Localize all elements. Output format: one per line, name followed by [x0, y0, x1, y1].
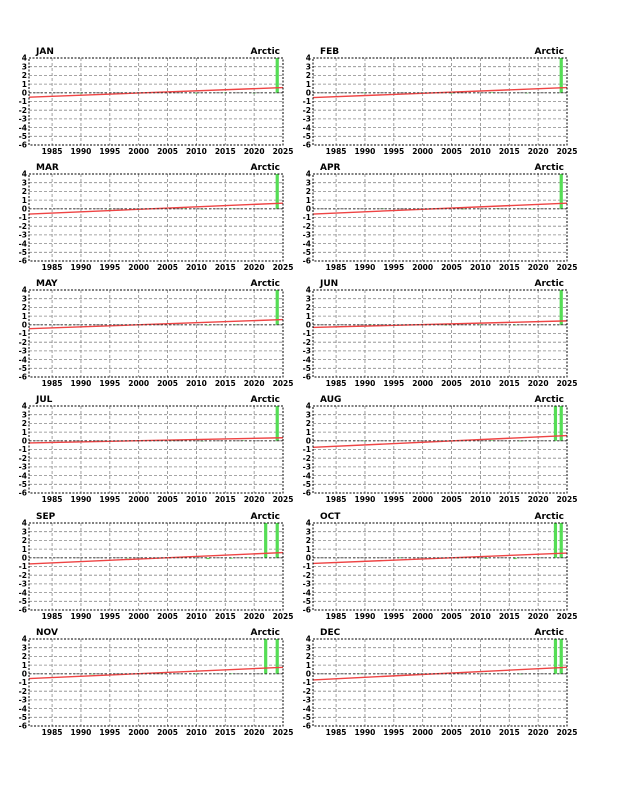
x-tick-label: 2010: [469, 263, 491, 272]
x-tick-label: 2025: [556, 379, 578, 388]
x-tick-label: 1990: [70, 147, 92, 156]
y-tick-label: -4: [302, 239, 311, 249]
y-tick-label: 1: [305, 79, 311, 89]
y-tick-label: -5: [302, 248, 311, 257]
x-tick-label: 2015: [498, 495, 520, 504]
panel-feb: [303, 47, 578, 156]
y-tick-label: -3: [18, 230, 27, 240]
region-label: Arctic: [250, 163, 280, 173]
x-tick-label: 1995: [99, 379, 121, 388]
panel-aug: [303, 395, 578, 504]
x-tick-label: 2015: [498, 379, 520, 388]
x-tick-label: 2020: [243, 263, 265, 272]
y-tick-label: 0: [21, 204, 27, 214]
x-tick-label: 2025: [272, 612, 294, 621]
y-tick-label: 2: [21, 71, 27, 81]
x-tick-label: 2010: [469, 379, 491, 388]
y-tick-label: -2: [302, 453, 311, 463]
y-tick-label: -1: [302, 562, 311, 572]
y-tick-label: 0: [21, 88, 27, 98]
y-tick-label: -6: [18, 372, 27, 382]
panel-mar: [19, 163, 294, 272]
panel-oct: [303, 512, 578, 621]
x-tick-label: 1985: [41, 263, 63, 272]
y-tick-label: -5: [302, 597, 311, 606]
x-tick-label: 2020: [243, 379, 265, 388]
y-tick-label: -5: [302, 364, 311, 373]
month-title: JUL: [36, 395, 53, 405]
y-tick-label: -5: [18, 480, 27, 489]
y-tick-label: -4: [18, 704, 27, 714]
panel-jan: [19, 47, 294, 156]
y-tick-label: 1: [21, 427, 27, 437]
y-tick-label: 3: [305, 294, 311, 304]
x-tick-label: 2025: [272, 495, 294, 504]
x-tick-label: 2015: [498, 147, 520, 156]
month-title: AUG: [320, 395, 342, 405]
y-tick-label: 1: [21, 544, 27, 554]
y-tick-label: -1: [302, 213, 311, 223]
y-tick-label: 2: [21, 419, 27, 429]
x-tick-label: 2025: [272, 263, 294, 272]
y-tick-label: 2: [21, 187, 27, 197]
y-tick-label: 3: [305, 62, 311, 72]
x-tick-label: 1995: [99, 147, 121, 156]
y-tick-label: -5: [18, 132, 27, 141]
x-tick-label: 2000: [128, 379, 150, 388]
x-tick-label: 2005: [441, 147, 462, 156]
x-tick-label: 2000: [412, 495, 434, 504]
y-tick-label: -1: [18, 97, 27, 107]
y-tick-label: 0: [305, 88, 311, 98]
y-tick-label: 4: [305, 401, 311, 411]
x-tick-label: 2015: [214, 263, 236, 272]
anomaly-bar: [276, 639, 279, 674]
panel-jul: [19, 395, 294, 504]
x-tick-label: 2010: [185, 612, 207, 621]
region-label: Arctic: [250, 279, 280, 289]
x-tick-label: 1985: [325, 147, 347, 156]
region-label: Arctic: [250, 512, 280, 522]
x-tick-label: 2010: [185, 495, 207, 504]
trend-line: [313, 436, 567, 448]
x-tick-label: 2015: [214, 612, 236, 621]
y-tick-label: 2: [21, 303, 27, 313]
trend-line: [29, 553, 283, 564]
y-tick-label: 0: [21, 320, 27, 330]
y-tick-label: 1: [305, 660, 311, 670]
month-title: MAR: [36, 163, 59, 173]
y-tick-label: -6: [302, 721, 311, 731]
x-tick-label: 2020: [527, 147, 549, 156]
y-tick-label: 3: [21, 62, 27, 72]
x-tick-label: 1985: [41, 612, 63, 621]
x-tick-label: 2000: [412, 379, 434, 388]
x-tick-label: 1985: [325, 495, 347, 504]
x-tick-label: 1995: [99, 495, 121, 504]
x-tick-label: 2025: [556, 263, 578, 272]
y-tick-label: 4: [21, 285, 27, 295]
y-tick-label: -3: [302, 114, 311, 124]
x-tick-label: 2000: [412, 147, 434, 156]
y-tick-label: -4: [302, 588, 311, 598]
y-tick-label: 4: [305, 518, 311, 528]
x-tick-label: 1990: [70, 263, 92, 272]
region-label: Arctic: [534, 628, 564, 638]
x-tick-label: 2005: [157, 495, 178, 504]
anomaly-bar: [554, 523, 557, 558]
x-tick-label: 2020: [243, 728, 265, 737]
y-tick-label: 1: [305, 195, 311, 205]
x-tick-label: 2025: [556, 147, 578, 156]
y-tick-label: -3: [18, 346, 27, 356]
month-title: MAY: [36, 279, 58, 289]
y-tick-label: -5: [18, 713, 27, 722]
x-tick-label: 2000: [128, 263, 150, 272]
month-title: NOV: [36, 628, 58, 638]
x-tick-label: 2025: [272, 379, 294, 388]
panel-may: [19, 279, 294, 388]
x-tick-label: 2025: [272, 728, 294, 737]
x-tick-label: 1995: [383, 495, 405, 504]
y-tick-label: 2: [305, 303, 311, 313]
y-tick-label: -4: [302, 704, 311, 714]
x-tick-label: 1990: [70, 495, 92, 504]
month-title: DEC: [320, 628, 341, 638]
region-label: Arctic: [250, 395, 280, 405]
anomaly-bar: [560, 290, 563, 325]
x-tick-label: 1985: [325, 728, 347, 737]
x-tick-label: 2015: [214, 147, 236, 156]
x-tick-label: 2015: [498, 263, 520, 272]
y-tick-label: -1: [18, 562, 27, 572]
y-tick-label: -1: [302, 678, 311, 688]
x-tick-label: 2015: [214, 379, 236, 388]
month-title: FEB: [320, 47, 340, 57]
y-tick-label: 3: [305, 410, 311, 420]
y-tick-label: 2: [305, 71, 311, 81]
x-tick-label: 1990: [354, 147, 376, 156]
region-label: Arctic: [534, 279, 564, 289]
y-tick-label: -5: [302, 713, 311, 722]
x-tick-label: 2025: [272, 147, 294, 156]
y-tick-label: -6: [302, 605, 311, 615]
y-tick-label: -6: [18, 488, 27, 498]
y-tick-label: 1: [21, 79, 27, 89]
y-tick-label: -2: [302, 337, 311, 347]
y-tick-label: -3: [302, 346, 311, 356]
y-tick-label: -3: [18, 695, 27, 705]
y-tick-label: 2: [21, 536, 27, 546]
y-tick-label: -4: [18, 239, 27, 249]
x-tick-label: 2005: [441, 612, 462, 621]
x-tick-label: 2000: [412, 728, 434, 737]
y-tick-label: -6: [302, 372, 311, 382]
month-title: APR: [320, 163, 341, 173]
y-tick-label: -1: [302, 329, 311, 339]
y-tick-label: 4: [305, 634, 311, 644]
y-tick-label: -3: [18, 462, 27, 472]
x-tick-label: 2015: [214, 495, 236, 504]
y-tick-label: -5: [18, 597, 27, 606]
y-tick-label: 4: [21, 634, 27, 644]
y-tick-label: 3: [21, 527, 27, 537]
y-tick-label: -2: [302, 686, 311, 696]
x-tick-label: 2005: [157, 379, 178, 388]
y-tick-label: 0: [21, 669, 27, 679]
x-tick-label: 2015: [214, 728, 236, 737]
region-label: Arctic: [534, 47, 564, 57]
x-tick-label: 2005: [441, 495, 462, 504]
month-title: OCT: [320, 512, 341, 522]
y-tick-label: -6: [302, 488, 311, 498]
x-tick-label: 2010: [469, 612, 491, 621]
y-tick-label: -4: [18, 471, 27, 481]
y-tick-label: 4: [21, 518, 27, 528]
y-tick-label: -4: [302, 471, 311, 481]
y-tick-label: -5: [302, 132, 311, 141]
x-tick-label: 1990: [354, 379, 376, 388]
y-tick-label: 0: [305, 204, 311, 214]
x-tick-label: 2010: [185, 728, 207, 737]
x-tick-label: 2020: [243, 612, 265, 621]
x-tick-label: 2015: [498, 728, 520, 737]
y-tick-label: -4: [302, 123, 311, 133]
anomaly-bar: [276, 406, 279, 441]
y-tick-label: 0: [21, 553, 27, 563]
x-tick-label: 2000: [412, 612, 434, 621]
trend-line: [29, 320, 283, 329]
x-tick-label: 2000: [412, 263, 434, 272]
y-tick-label: -2: [302, 221, 311, 231]
y-tick-label: 1: [305, 544, 311, 554]
x-tick-label: 2010: [469, 728, 491, 737]
trend-line: [313, 321, 567, 328]
y-tick-label: -5: [18, 248, 27, 257]
x-tick-label: 2010: [185, 379, 207, 388]
panel-nov: [19, 628, 294, 737]
anomaly-bar: [264, 523, 267, 558]
y-tick-label: -3: [302, 462, 311, 472]
y-tick-label: -1: [302, 445, 311, 455]
panel-jun: [303, 279, 578, 388]
panel-dec: [303, 628, 578, 737]
month-title: SEP: [36, 512, 56, 522]
x-tick-label: 1985: [325, 379, 347, 388]
y-tick-label: -5: [302, 480, 311, 489]
x-tick-label: 1990: [70, 612, 92, 621]
panel-sep: [19, 512, 294, 621]
x-tick-label: 2020: [243, 147, 265, 156]
y-tick-label: 3: [21, 178, 27, 188]
y-tick-label: 1: [21, 660, 27, 670]
y-tick-label: -6: [18, 721, 27, 731]
x-tick-label: 1990: [70, 728, 92, 737]
region-label: Arctic: [534, 512, 564, 522]
y-tick-label: 4: [21, 53, 27, 63]
x-tick-label: 2000: [128, 495, 150, 504]
x-tick-label: 1995: [383, 147, 405, 156]
x-tick-label: 2010: [469, 495, 491, 504]
region-label: Arctic: [534, 395, 564, 405]
y-tick-label: -4: [18, 588, 27, 598]
x-tick-label: 1990: [354, 263, 376, 272]
x-tick-label: 2010: [469, 147, 491, 156]
x-tick-label: 2020: [527, 263, 549, 272]
y-tick-label: -3: [302, 695, 311, 705]
month-title: JUN: [320, 279, 339, 289]
x-tick-label: 1990: [354, 612, 376, 621]
y-tick-label: -3: [18, 579, 27, 589]
y-tick-label: 3: [21, 643, 27, 653]
y-tick-label: -1: [18, 329, 27, 339]
y-tick-label: 2: [305, 536, 311, 546]
y-tick-label: -4: [18, 123, 27, 133]
y-tick-label: -3: [302, 230, 311, 240]
y-tick-label: 3: [21, 294, 27, 304]
y-tick-label: 0: [305, 669, 311, 679]
y-tick-label: -4: [302, 355, 311, 365]
y-tick-label: 0: [305, 320, 311, 330]
y-tick-label: -2: [302, 570, 311, 580]
y-tick-label: 2: [21, 652, 27, 662]
x-tick-label: 1985: [41, 728, 63, 737]
y-tick-label: 0: [21, 436, 27, 446]
y-tick-label: 0: [305, 553, 311, 563]
x-tick-label: 2015: [498, 612, 520, 621]
y-tick-label: -6: [18, 140, 27, 150]
x-tick-label: 1995: [383, 612, 405, 621]
x-tick-label: 2010: [185, 263, 207, 272]
y-tick-label: 4: [21, 401, 27, 411]
x-tick-label: 2020: [527, 612, 549, 621]
trend-line: [313, 553, 567, 563]
y-tick-label: -2: [18, 453, 27, 463]
x-tick-label: 1995: [383, 379, 405, 388]
y-tick-label: 4: [305, 169, 311, 179]
x-tick-label: 1985: [325, 612, 347, 621]
y-tick-label: -4: [18, 355, 27, 365]
region-label: Arctic: [250, 628, 280, 638]
x-tick-label: 1985: [325, 263, 347, 272]
y-tick-label: -1: [302, 97, 311, 107]
y-tick-label: -3: [18, 114, 27, 124]
x-tick-label: 2025: [556, 728, 578, 737]
y-tick-label: -6: [302, 140, 311, 150]
y-tick-label: -5: [18, 364, 27, 373]
x-tick-label: 1985: [41, 147, 63, 156]
x-tick-label: 2010: [185, 147, 207, 156]
x-tick-label: 1995: [99, 263, 121, 272]
y-tick-label: -1: [18, 213, 27, 223]
y-tick-label: 4: [305, 285, 311, 295]
y-tick-label: 1: [305, 427, 311, 437]
y-tick-label: -1: [18, 445, 27, 455]
y-tick-label: 3: [305, 178, 311, 188]
y-tick-label: -6: [18, 605, 27, 615]
y-tick-label: -1: [18, 678, 27, 688]
x-tick-label: 1990: [354, 728, 376, 737]
panel-apr: [303, 163, 578, 272]
x-tick-label: 2005: [441, 728, 462, 737]
y-tick-label: 3: [21, 410, 27, 420]
x-tick-label: 1995: [99, 728, 121, 737]
y-tick-label: 4: [21, 169, 27, 179]
y-tick-label: 2: [305, 652, 311, 662]
x-tick-label: 1990: [354, 495, 376, 504]
x-tick-label: 2000: [128, 728, 150, 737]
x-tick-label: 2005: [157, 147, 178, 156]
y-tick-label: -6: [18, 256, 27, 266]
y-tick-label: 1: [21, 311, 27, 321]
x-tick-label: 1985: [41, 495, 63, 504]
region-label: Arctic: [534, 163, 564, 173]
x-tick-label: 2005: [157, 728, 178, 737]
y-tick-label: 1: [21, 195, 27, 205]
y-tick-label: -2: [18, 221, 27, 231]
x-tick-label: 2025: [556, 495, 578, 504]
month-title: JAN: [36, 47, 54, 57]
region-label: Arctic: [250, 47, 280, 57]
x-tick-label: 1985: [41, 379, 63, 388]
trend-line: [29, 88, 283, 98]
x-tick-label: 2025: [556, 612, 578, 621]
y-tick-label: 0: [305, 436, 311, 446]
x-tick-label: 2020: [243, 495, 265, 504]
y-tick-label: 3: [305, 527, 311, 537]
x-tick-label: 2020: [527, 728, 549, 737]
trend-line: [29, 667, 283, 678]
y-tick-label: -2: [18, 686, 27, 696]
x-tick-label: 1990: [70, 379, 92, 388]
x-tick-label: 2020: [527, 495, 549, 504]
y-tick-label: 3: [305, 643, 311, 653]
x-tick-label: 2020: [527, 379, 549, 388]
x-tick-label: 2005: [157, 263, 178, 272]
x-tick-label: 2005: [441, 263, 462, 272]
y-tick-label: -3: [302, 579, 311, 589]
y-tick-label: -2: [18, 570, 27, 580]
y-tick-label: 4: [305, 53, 311, 63]
x-tick-label: 1995: [99, 612, 121, 621]
anomaly-bar: [560, 639, 563, 674]
x-tick-label: 2005: [157, 612, 178, 621]
trend-line: [29, 438, 283, 443]
y-tick-label: -2: [18, 337, 27, 347]
y-tick-label: -2: [18, 105, 27, 115]
x-tick-label: 1995: [383, 263, 405, 272]
y-tick-label: 1: [305, 311, 311, 321]
x-tick-label: 2005: [441, 379, 462, 388]
y-tick-label: 2: [305, 187, 311, 197]
x-tick-label: 2000: [128, 147, 150, 156]
x-tick-label: 2000: [128, 612, 150, 621]
y-tick-label: 2: [305, 419, 311, 429]
x-tick-label: 1995: [383, 728, 405, 737]
y-tick-label: -6: [302, 256, 311, 266]
y-tick-label: -2: [302, 105, 311, 115]
